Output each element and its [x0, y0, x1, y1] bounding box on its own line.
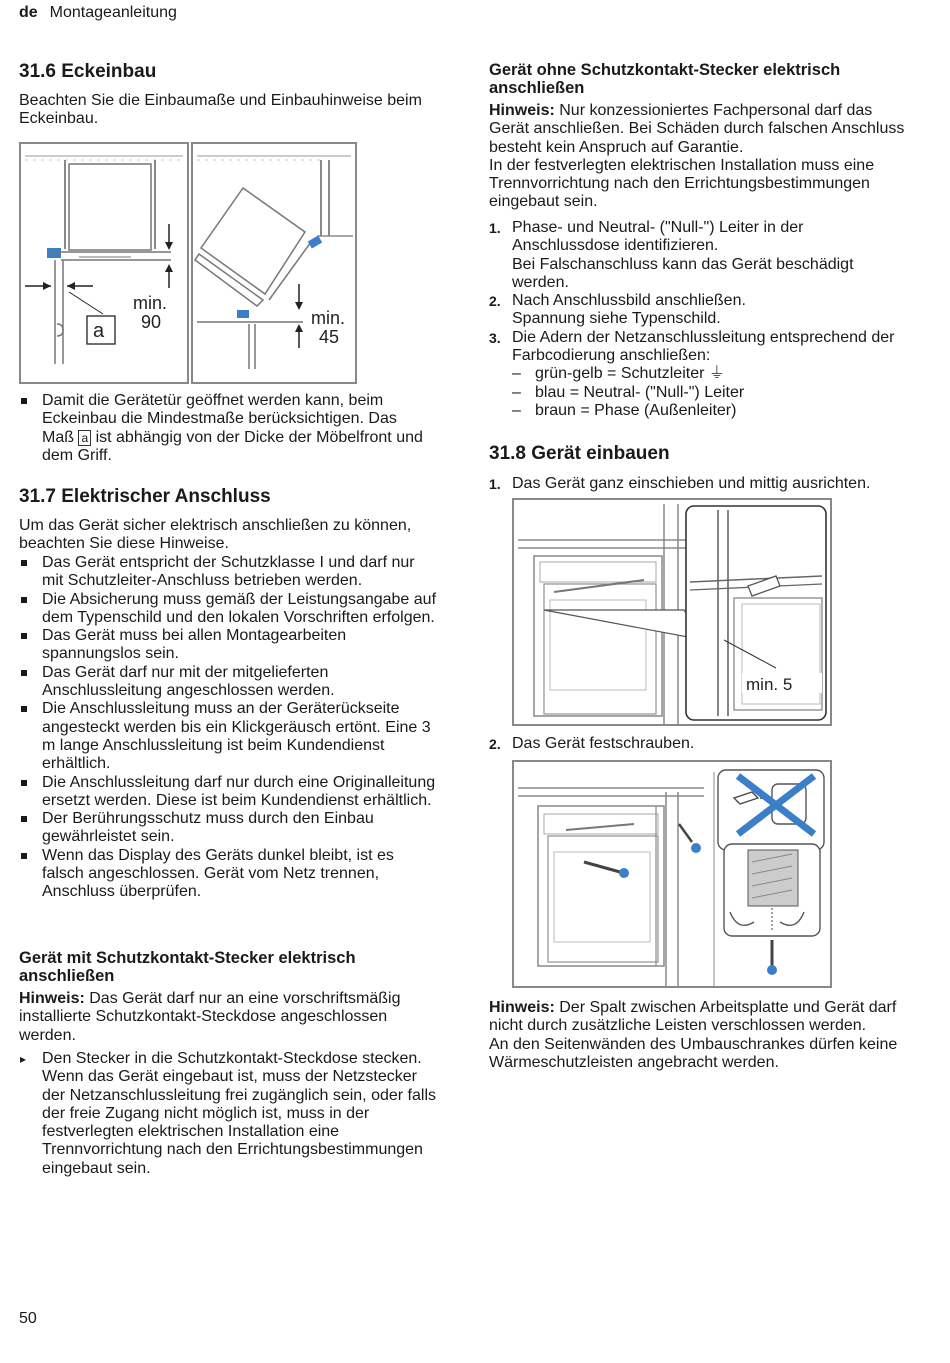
list-item: Das Gerät muss bei allen Montagearbeiten spannungslos sein.: [19, 627, 439, 664]
list-item: Der Berührungsschutz muss durch den Einbau gewährleistet sein.: [19, 810, 439, 847]
list-item: Die Anschlussleitung darf nur durch eine Originalleitung ersetzt werden. Diese ist beim Kundendienst erhältlich.: [19, 774, 439, 811]
install-step-1: [489, 475, 914, 493]
oven-insert-figure: [512, 498, 832, 726]
plug-step-list: [19, 1050, 439, 1178]
section-heading-31-7: 31.7 Elektrischer Anschluss: [19, 486, 271, 507]
fig-min-value-1: 90: [141, 312, 162, 332]
corner-install-figure-a: [19, 142, 189, 384]
list-item: Wenn das Display des Geräts dunkel bleibt, ist es falsch angeschlossen. Gerät vom Netz trennen, Anschluss überprüfen.: [19, 847, 439, 902]
subheading-without-plug: Gerät ohne Schutzkontakt-Stecker elektrisch anschließen: [489, 61, 841, 98]
install-step-2: [489, 735, 914, 753]
header-title: Montageanleitung: [49, 4, 177, 21]
fig-min-value-2: 45: [319, 327, 340, 347]
label-a-badge: a: [78, 430, 91, 446]
list-item: Die Absicherung muss gemäß der Leistungsangabe auf dem Typenschild und den lokalen Vorschriften erfolgen.: [19, 591, 439, 628]
oven-insert-diagram: [514, 500, 830, 724]
list-item: Das Gerät darf nur mit der mitgelieferten Anschlussleitung angeschlossen werden.: [19, 664, 439, 701]
color-code-list: [512, 365, 914, 420]
corner-install-diagram-a: [21, 144, 187, 382]
hinweis-without-plug: Hinweis: Nur konzessioniertes Fachpersonal darf das Gerät anschließen. Bei Schäden durch falschen Anschluss besteht kein Anspruch auf Garantie. In der festverlegten elektrischen Installation muss eine Trennvorrichtung nach den Errichtungsbestimmungen eingebaut sein.: [489, 102, 905, 211]
subheading-with-plug: Gerät mit Schutzkontakt-Stecker elektrisch anschließen: [19, 949, 356, 986]
fig-min-label-1: min.: [133, 293, 168, 313]
section-heading-31-6: 31.6 Eckeinbau: [19, 61, 157, 82]
page-header: [19, 4, 177, 22]
corner-install-figure-b: [191, 142, 357, 384]
corner-install-bullets: [19, 392, 424, 465]
oven-screw-diagram: [514, 762, 830, 986]
hinweis-with-plug: Hinweis: Das Gerät darf nur an eine vorschriftsmäßig installierte Schutzkontakt-Steckdose angeschlossen werden.: [19, 990, 401, 1044]
list-item: 1. Phase- und Neutral- ("Null-") Leiter in der Anschlussdose identifizieren. Bei Falschanschluss kann das Gerät beschädigt werden.: [489, 219, 854, 291]
section-heading-31-8: 31.8 Gerät einbauen: [489, 443, 670, 464]
list-item: – blau = Neutral- ("Null-") Leiter: [512, 384, 914, 402]
page-number: 50: [19, 1310, 37, 1327]
list-item: ▸ Den Stecker in die Schutzkontakt-Steckdose stecken. Wenn das Gerät eingebaut ist, muss der Netzstecker der Netzanschlussleitung frei zugänglich sein, oder falls der freie Zugang nicht möglich ist, muss in der festverlegten elektrischen Installation eine Trennvorrichtung nach den Errichtungsbestimmungen eingebaut sein.: [19, 1050, 439, 1178]
wiring-steps: [489, 219, 914, 420]
list-item: 3. Die Adern der Netzanschlussleitung entsprechend der Farbcodierung anschließen: – grün-gelb = Schutzleiter ⏚ – blau = Neutral- ("Null-") Leiter – braun = Phase (Außenleiter): [489, 329, 914, 420]
list-item: Das Gerät entspricht der Schutzklasse I und darf nur mit Schutzleiter-Anschluss betrieben werden.: [19, 554, 439, 591]
fig-label-a: a: [93, 320, 105, 342]
section-intro-31-6: Beachten Sie die Einbaumaße und Einbauhinweise beim Eckeinbau.: [19, 92, 422, 128]
list-item: 2. Nach Anschlussbild anschließen. Spannung siehe Typenschild.: [489, 292, 746, 328]
electrical-notes-list: [19, 554, 439, 902]
corner-install-diagram-b: [193, 144, 355, 382]
fig-min-label-2: min.: [311, 308, 346, 328]
language-code: de: [19, 4, 38, 21]
hinweis-install: Hinweis: Der Spalt zwischen Arbeitsplatte und Gerät darf nicht durch zusätzliche Leisten verschlossen werden. An den Seitenwänden des Umbauschrankes dürfen keine Wärmeschutzleisten angebracht werden.: [489, 999, 898, 1071]
list-item: Die Anschlussleitung muss an der Geräterückseite angesteckt werden bis ein Klickgeräusch ertönt. Eine 3 m lange Anschlussleitung ist beim Kundendienst erhältlich.: [19, 700, 439, 773]
fig-min-label-5: min. 5: [746, 675, 793, 694]
list-item: 2. Das Gerät festschrauben.: [489, 735, 695, 752]
list-item: – grün-gelb = Schutzleiter ⏚: [512, 365, 914, 383]
list-item: – braun = Phase (Außenleiter): [512, 402, 914, 420]
oven-screw-figure: [512, 760, 832, 988]
list-item: 1. Das Gerät ganz einschieben und mittig ausrichten.: [489, 475, 871, 492]
section-intro-31-7: Um das Gerät sicher elektrisch anschließen zu können, beachten Sie diese Hinweise.: [19, 517, 412, 553]
list-item: Damit die Gerätetür geöffnet werden kann, beim Eckeinbau die Mindestmaße berücksichtigen. Das Maß a ist abhängig von der Dicke der Möbelfront und dem Griff.: [19, 392, 424, 465]
